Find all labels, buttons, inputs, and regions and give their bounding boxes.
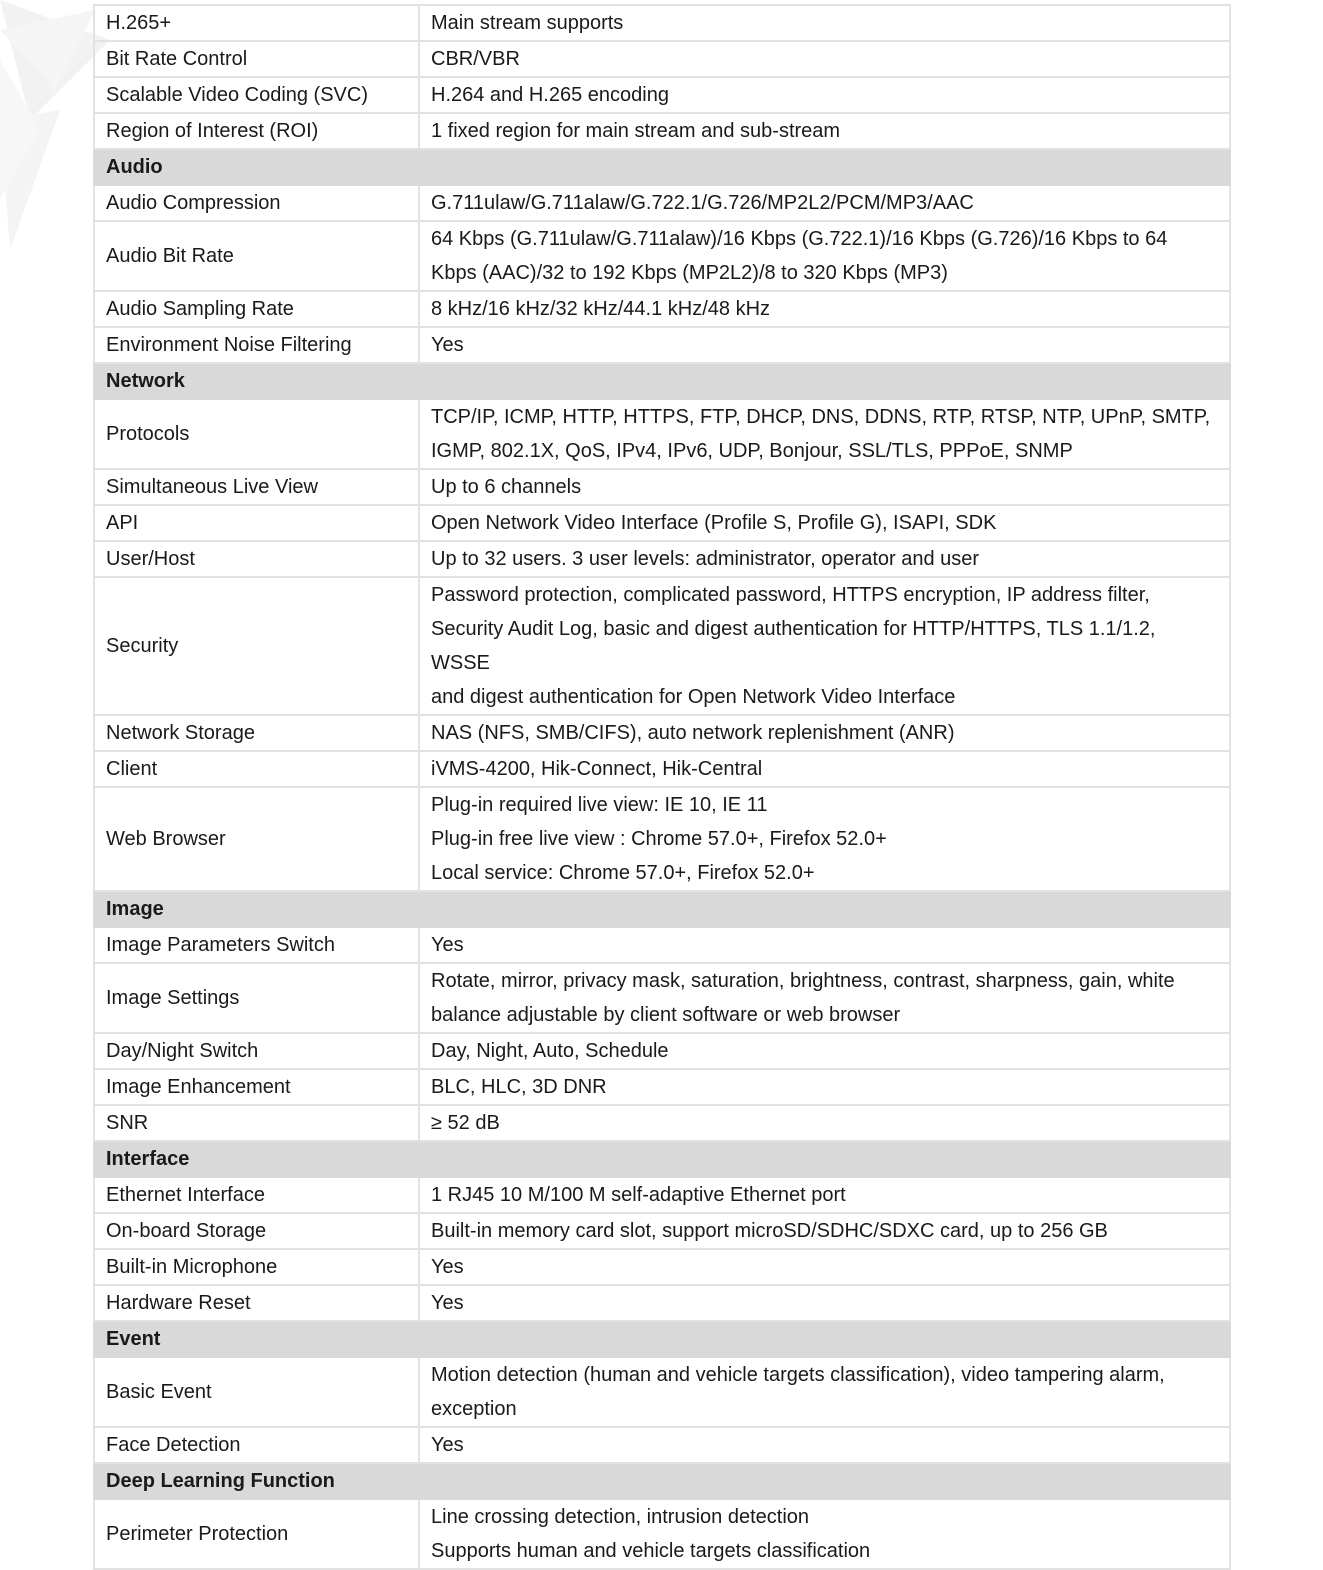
spec-row (94, 1213, 1230, 1249)
spec-value-line: Yes (431, 1256, 464, 1278)
spec-value-line: Rotate, mirror, privacy mask, saturation, brightness, contrast, sharpness, gain, white (431, 970, 1175, 992)
spec-label: Simultaneous Live View (94, 469, 419, 505)
spec-label: Environment Noise Filtering (94, 327, 419, 363)
spec-value (419, 751, 1230, 787)
spec-value-line: Up to 32 users. 3 user levels: administrator, operator and user (431, 548, 980, 570)
spec-row (94, 469, 1230, 505)
spec-label: API (94, 505, 419, 541)
spec-row (94, 399, 1230, 469)
spec-value-line: balance adjustable by client software or web browser (431, 1004, 901, 1026)
spec-value (419, 541, 1230, 577)
spec-table-body (94, 5, 1230, 1569)
spec-value-line: TCP/IP, ICMP, HTTP, HTTPS, FTP, DHCP, DNS, DDNS, RTP, RTSP, NTP, UPnP, SMTP, (431, 406, 1211, 428)
spec-value (419, 927, 1230, 963)
spec-value (419, 185, 1230, 221)
spec-label: On-board Storage (94, 1213, 419, 1249)
section-title: Network (94, 363, 1230, 399)
spec-label: Basic Event (94, 1357, 419, 1427)
spec-row (94, 41, 1230, 77)
spec-value-line: Supports human and vehicle targets classification (431, 1540, 871, 1562)
spec-value (419, 113, 1230, 149)
spec-value-line: Motion detection (human and vehicle targets classification), video tampering alarm, (431, 1364, 1165, 1386)
spec-row (94, 577, 1230, 715)
spec-label: Audio Sampling Rate (94, 291, 419, 327)
spec-value-line: CBR/VBR (431, 48, 520, 70)
section-title: Event (94, 1321, 1230, 1357)
spec-label: Face Detection (94, 1427, 419, 1463)
section-title: Deep Learning Function (94, 1463, 1230, 1499)
spec-value-line: Local service: Chrome 57.0+, Firefox 52.0+ (431, 862, 815, 884)
spec-value (419, 1105, 1230, 1141)
spec-row (94, 291, 1230, 327)
spec-value-line: Security Audit Log, basic and digest authentication for HTTP/HTTPS, TLS 1.1/1.2, WSSE (431, 618, 1156, 674)
spec-row (94, 1069, 1230, 1105)
spec-row (94, 1105, 1230, 1141)
spec-row (94, 77, 1230, 113)
section-header-row (94, 1463, 1230, 1499)
spec-value (419, 787, 1230, 891)
spec-value-line: ≥ 52 dB (431, 1112, 500, 1134)
spec-table (93, 4, 1231, 1570)
spec-value (419, 469, 1230, 505)
spec-row (94, 715, 1230, 751)
spec-value (419, 1499, 1230, 1569)
spec-value-line: Built-in memory card slot, support microSD/SDHC/SDXC card, up to 256 GB (431, 1220, 1108, 1242)
spec-value-line: IGMP, 802.1X, QoS, IPv4, IPv6, UDP, Bonjour, SSL/TLS, PPPoE, SNMP (431, 440, 1073, 462)
spec-value (419, 399, 1230, 469)
spec-value (419, 327, 1230, 363)
spec-row (94, 541, 1230, 577)
spec-label: Region of Interest (ROI) (94, 113, 419, 149)
spec-value (419, 5, 1230, 41)
spec-row (94, 327, 1230, 363)
spec-label: Image Enhancement (94, 1069, 419, 1105)
spec-label: User/Host (94, 541, 419, 577)
spec-label: H.265+ (94, 5, 419, 41)
spec-value-line: Open Network Video Interface (Profile S, Profile G), ISAPI, SDK (431, 512, 997, 534)
spec-value (419, 41, 1230, 77)
spec-label: Built-in Microphone (94, 1249, 419, 1285)
section-title: Interface (94, 1141, 1230, 1177)
spec-label: SNR (94, 1105, 419, 1141)
spec-value-line: iVMS-4200, Hik-Connect, Hik-Central (431, 758, 763, 780)
spec-row (94, 1249, 1230, 1285)
spec-row (94, 751, 1230, 787)
spec-label: Image Parameters Switch (94, 927, 419, 963)
spec-label: Protocols (94, 399, 419, 469)
spec-value-line: Line crossing detection, intrusion detection (431, 1506, 810, 1528)
spec-label: Hardware Reset (94, 1285, 419, 1321)
spec-row (94, 1499, 1230, 1569)
spec-label: Scalable Video Coding (SVC) (94, 77, 419, 113)
spec-label: Perimeter Protection (94, 1499, 419, 1569)
spec-label: Client (94, 751, 419, 787)
spec-value (419, 1357, 1230, 1427)
spec-label: Security (94, 577, 419, 715)
spec-value (419, 1033, 1230, 1069)
spec-value-line: Yes (431, 934, 464, 956)
section-header-row (94, 1321, 1230, 1357)
spec-value (419, 1069, 1230, 1105)
spec-label: Image Settings (94, 963, 419, 1033)
spec-row (94, 5, 1230, 41)
spec-value (419, 1249, 1230, 1285)
spec-value (419, 1285, 1230, 1321)
spec-value-line: Yes (431, 334, 464, 356)
spec-row (94, 963, 1230, 1033)
spec-value (419, 1427, 1230, 1463)
spec-row (94, 1177, 1230, 1213)
spec-value-line: Plug-in free live view : Chrome 57.0+, Firefox 52.0+ (431, 828, 887, 850)
spec-value (419, 963, 1230, 1033)
spec-row (94, 1285, 1230, 1321)
spec-value-line: Main stream supports (431, 12, 624, 34)
spec-value-line: and digest authentication for Open Network Video Interface (431, 686, 956, 708)
spec-value (419, 1177, 1230, 1213)
spec-label: Audio Compression (94, 185, 419, 221)
spec-label: Audio Bit Rate (94, 221, 419, 291)
section-title: Audio (94, 149, 1230, 185)
spec-label: Web Browser (94, 787, 419, 891)
spec-value-line: Up to 6 channels (431, 476, 582, 498)
spec-value-line: H.264 and H.265 encoding (431, 84, 669, 106)
spec-row (94, 505, 1230, 541)
spec-value-line: Yes (431, 1292, 464, 1314)
spec-row (94, 1033, 1230, 1069)
section-header-row (94, 363, 1230, 399)
spec-value-line: exception (431, 1398, 517, 1420)
spec-value-line: Plug-in required live view: IE 10, IE 11 (431, 794, 768, 816)
spec-row (94, 927, 1230, 963)
spec-label: Bit Rate Control (94, 41, 419, 77)
spec-label: Ethernet Interface (94, 1177, 419, 1213)
spec-value (419, 577, 1230, 715)
section-header-row (94, 1141, 1230, 1177)
spec-value-line: Password protection, complicated password, HTTPS encryption, IP address filter, (431, 584, 1150, 606)
spec-value-line: Day, Night, Auto, Schedule (431, 1040, 669, 1062)
spec-value-line: 64 Kbps (G.711ulaw/G.711alaw)/16 Kbps (G.722.1)/16 Kbps (G.726)/16 Kbps to 64 (431, 228, 1168, 250)
spec-value-line: 1 RJ45 10 M/100 M self-adaptive Ethernet port (431, 1184, 846, 1206)
spec-value-line: 8 kHz/16 kHz/32 kHz/44.1 kHz/48 kHz (431, 298, 771, 320)
section-header-row (94, 149, 1230, 185)
spec-row (94, 113, 1230, 149)
spec-value (419, 291, 1230, 327)
spec-value (419, 1213, 1230, 1249)
spec-row (94, 787, 1230, 891)
spec-row (94, 221, 1230, 291)
spec-value-line: G.711ulaw/G.711alaw/G.722.1/G.726/MP2L2/PCM/MP3/AAC (431, 192, 974, 214)
spec-value (419, 77, 1230, 113)
spec-value-line: Yes (431, 1434, 464, 1456)
spec-value (419, 715, 1230, 751)
spec-value (419, 221, 1230, 291)
spec-value (419, 505, 1230, 541)
spec-label: Day/Night Switch (94, 1033, 419, 1069)
spec-row (94, 185, 1230, 221)
section-title: Image (94, 891, 1230, 927)
section-header-row (94, 891, 1230, 927)
spec-value-line: BLC, HLC, 3D DNR (431, 1076, 607, 1098)
spec-row (94, 1357, 1230, 1427)
spec-label: Network Storage (94, 715, 419, 751)
spec-value-line: NAS (NFS, SMB/CIFS), auto network replenishment (ANR) (431, 722, 955, 744)
spec-value-line: Kbps (AAC)/32 to 192 Kbps (MP2L2)/8 to 320 Kbps (MP3) (431, 262, 948, 284)
spec-row (94, 1427, 1230, 1463)
spec-value-line: 1 fixed region for main stream and sub-stream (431, 120, 841, 142)
